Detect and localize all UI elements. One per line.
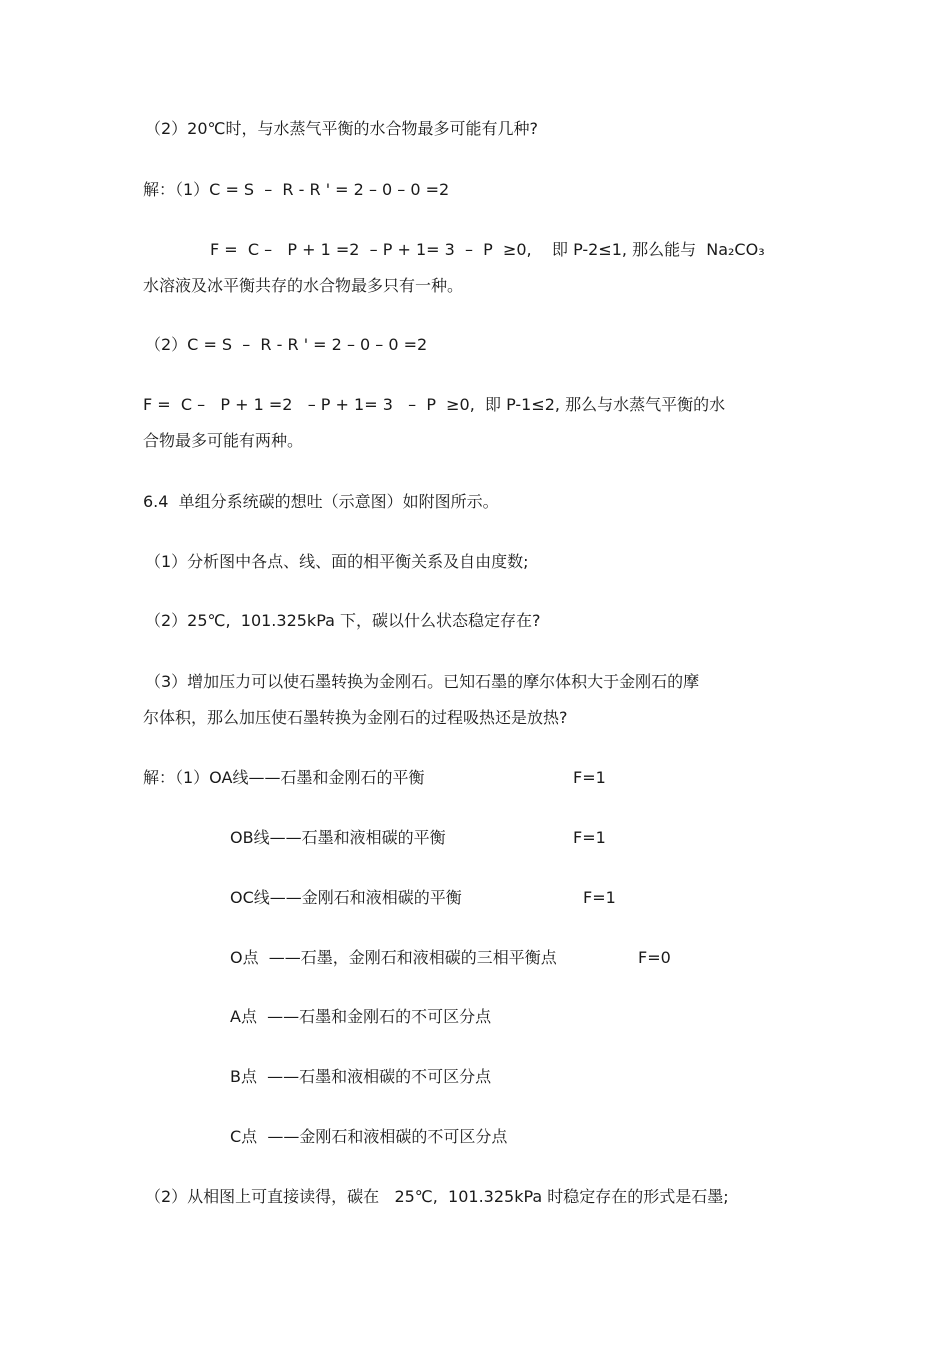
- line-20: （2）从相图上可直接读得，碳在 25℃, 101.325kPa 时稳定存在的形式是石墨;: [145, 1187, 729, 1206]
- line-15: OC线——金刚石和液相碳的平衡: [230, 888, 462, 907]
- line-4: 水溶液及冰平衡共存的水合物最多只有一种。: [143, 276, 464, 295]
- line-8: 6.4 单组分系统碳的想吐（示意图）如附图所示。: [143, 492, 499, 511]
- line-7: 合物最多可能有两种。: [143, 431, 304, 450]
- line-3: F = C – P + 1 =2 – P + 1= 3 – P ≥0, 即 P-2≤1, 那么能与 Na₂CO₃: [210, 240, 765, 259]
- line-9: （1）分析图中各点、线、面的相平衡关系及自由度数;: [145, 552, 529, 571]
- line-1: （2）20℃时，与水蒸气平衡的水合物最多可能有几种?: [145, 119, 539, 138]
- line-5: （2）C = S – R - R ' = 2 – 0 – 0 =2: [145, 335, 428, 354]
- line-6: F = C – P + 1 =2 – P + 1= 3 – P ≥0, 即 P-1≤2, 那么与水蒸气平衡的水: [143, 395, 726, 414]
- freedom-oc: F=1: [583, 888, 616, 907]
- line-13: 解：（1）OA线——石墨和金刚石的平衡: [143, 768, 425, 787]
- line-10: （2）25℃, 101.325kPa 下，碳以什么状态稳定存在?: [145, 611, 541, 630]
- freedom-oa: F=1: [573, 768, 606, 787]
- line-17: A点 ——石墨和金刚石的不可区分点: [230, 1007, 492, 1026]
- line-2: 解：（1）C = S – R - R ' = 2 – 0 – 0 =2: [143, 180, 450, 199]
- line-14: OB线——石墨和液相碳的平衡: [230, 828, 446, 847]
- line-19: C点 ——金刚石和液相碳的不可区分点: [230, 1127, 508, 1146]
- freedom-ob: F=1: [573, 828, 606, 847]
- line-12: 尔体积，那么加压使石墨转换为金刚石的过程吸热还是放热?: [143, 708, 568, 727]
- line-11: （3）增加压力可以使石墨转换为金刚石。已知石墨的摩尔体积大于金刚石的摩: [145, 672, 700, 691]
- line-18: B点 ——石墨和液相碳的不可区分点: [230, 1067, 492, 1086]
- freedom-o: F=0: [638, 948, 671, 967]
- line-16: O点 ——石墨，金刚石和液相碳的三相平衡点: [230, 948, 557, 967]
